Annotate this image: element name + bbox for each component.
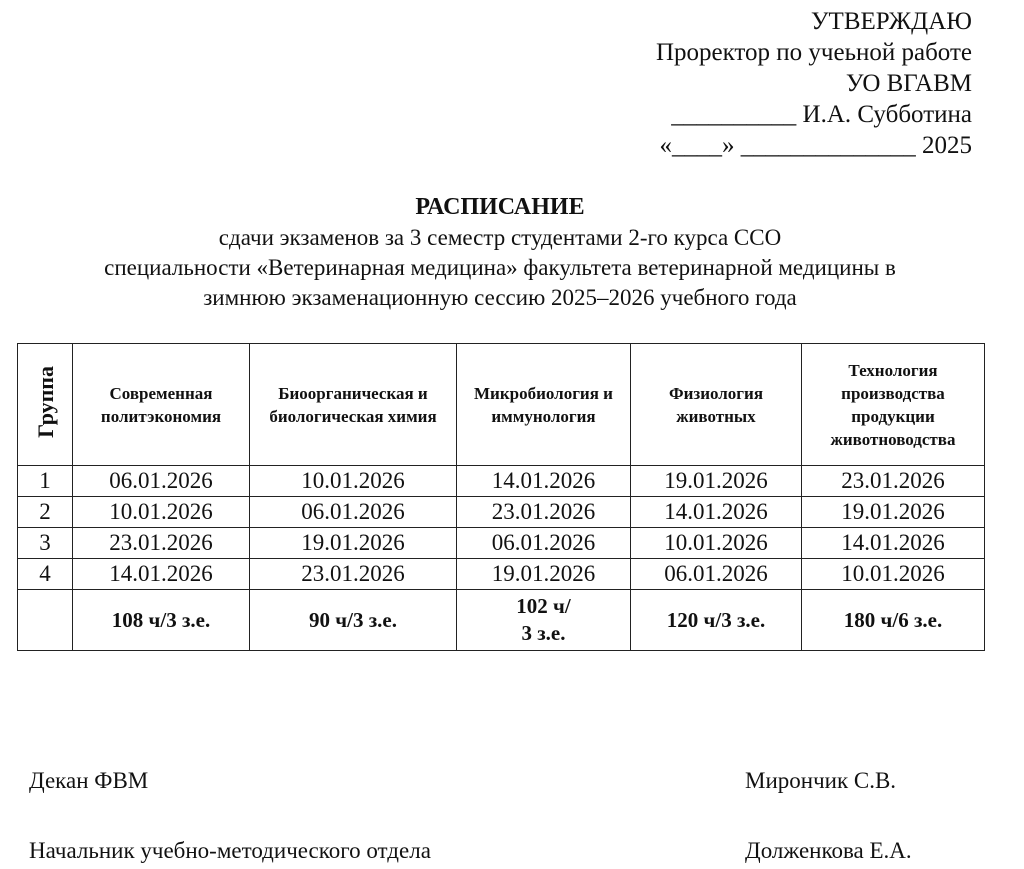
table-row	[18, 528, 985, 559]
exam-date: 10.01.2026	[73, 497, 250, 528]
table-row	[18, 497, 985, 528]
subject-header: Биоорганическая и биологическая химия	[250, 344, 457, 466]
subject-total: 108 ч/3 з.е.	[73, 590, 250, 651]
document-title: РАСПИСАНИЕ	[415, 194, 585, 220]
subject-total: 90 ч/3 з.е.	[250, 590, 457, 651]
exam-date: 23.01.2026	[250, 559, 457, 590]
exam-date: 10.01.2026	[631, 528, 802, 559]
approval-position: Проректор по учеьной работе	[655, 39, 972, 66]
exam-date: 23.01.2026	[457, 497, 631, 528]
approval-line: УТВЕРЖДАЮ	[810, 8, 972, 35]
subject-total: 102 ч/ 3 з.е.	[457, 590, 631, 651]
heading-line-1: сдачи экзаменов за 3 семестр студентами 2-го курса ССО	[218, 225, 782, 250]
exam-date: 10.01.2026	[250, 466, 457, 497]
approval-signature-line: __________ И.А. Субботина	[671, 101, 972, 128]
subject-header: Микробиология и иммунология	[457, 344, 631, 466]
group-header-label: Группа	[32, 365, 58, 438]
exam-schedule-table	[17, 343, 985, 651]
group-number: 3	[18, 528, 73, 559]
department-head-title: Начальник учебно-методического отдела	[29, 838, 431, 863]
table-row	[18, 559, 985, 590]
exam-date: 14.01.2026	[457, 466, 631, 497]
approval-block	[656, 6, 972, 161]
heading-line-3: зимнюю экзаменационную сессию 2025–2026 учебного года	[203, 285, 797, 310]
exam-date: 06.01.2026	[457, 528, 631, 559]
dean-title: Декан ФВМ	[29, 768, 149, 793]
totals-empty-cell	[18, 590, 73, 651]
exam-date: 14.01.2026	[631, 497, 802, 528]
subject-header: Современная политэкономия	[73, 344, 250, 466]
approval-institution: УО ВГАВМ	[845, 70, 972, 97]
subject-total: 120 ч/3 з.е.	[631, 590, 802, 651]
heading-line-2: специальности «Ветеринарная медицина» факультета ветеринарной медицины в	[104, 255, 896, 280]
table-row	[18, 466, 985, 497]
group-number: 4	[18, 559, 73, 590]
exam-date: 23.01.2026	[802, 466, 985, 497]
department-head-name: Долженкова Е.А.	[745, 838, 912, 863]
group-number: 2	[18, 497, 73, 528]
group-column-header	[18, 344, 73, 466]
exam-date: 19.01.2026	[250, 528, 457, 559]
exam-date: 14.01.2026	[802, 528, 985, 559]
exam-date: 23.01.2026	[73, 528, 250, 559]
group-number: 1	[18, 466, 73, 497]
approval-date-line: «____» ______________ 2025	[659, 132, 972, 159]
exam-date: 19.01.2026	[631, 466, 802, 497]
totals-row	[18, 590, 985, 651]
subject-total: 180 ч/6 з.е.	[802, 590, 985, 651]
dean-name: Мирончик С.В.	[745, 768, 897, 793]
exam-date: 14.01.2026	[73, 559, 250, 590]
document-heading	[0, 192, 1000, 313]
exam-date: 06.01.2026	[250, 497, 457, 528]
table-header-row	[18, 344, 985, 466]
exam-date: 06.01.2026	[631, 559, 802, 590]
exam-date: 19.01.2026	[457, 559, 631, 590]
exam-date: 10.01.2026	[802, 559, 985, 590]
exam-date: 19.01.2026	[802, 497, 985, 528]
exam-date: 06.01.2026	[73, 466, 250, 497]
subject-header: Физиология животных	[631, 344, 802, 466]
subject-header: Технология производства продукции животноводства	[802, 344, 985, 466]
